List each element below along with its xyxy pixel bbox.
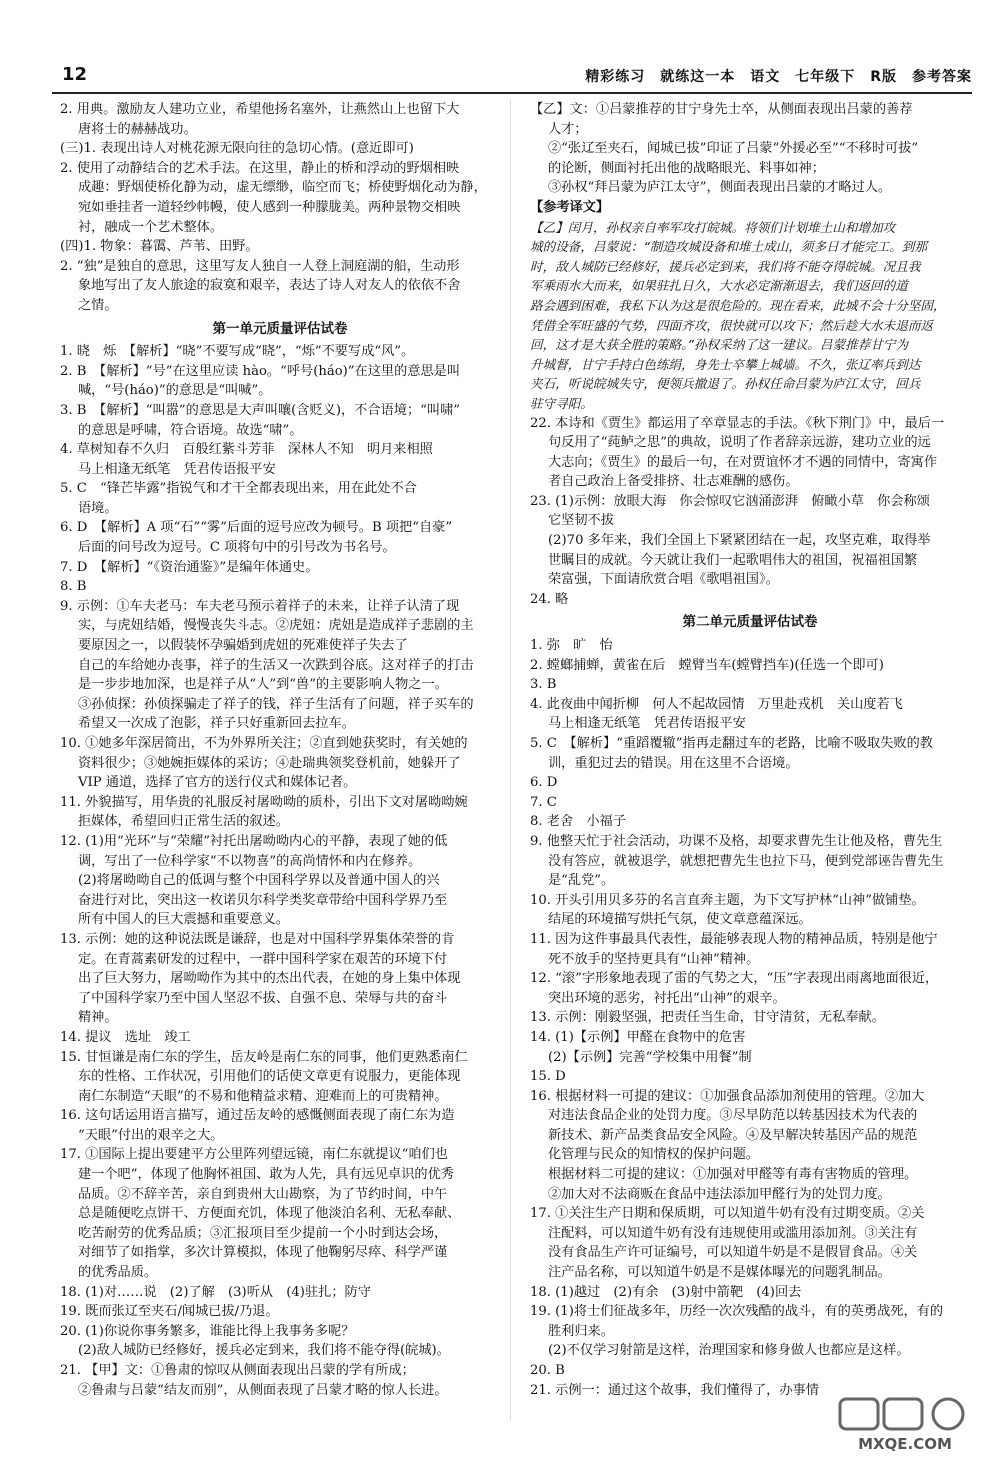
answer-line: (2)70 多年来，我们全国上下紧紧团结在一起，攻坚克难，取得举: [548, 533, 931, 549]
watermark-logo-icon: [830, 1395, 980, 1455]
answer-line: 新技术、新产品类食品安全风险。④及早解决转基因产品的规范: [548, 1127, 918, 1143]
answer-line: 根据材料二可提的建议：①加强对甲醛等有毒有害物质的管理。: [548, 1167, 918, 1183]
section-heading: 第一单元质量评估试卷: [212, 320, 348, 337]
answer-line: 9. 他整天忙于社会活动，功课不及格，却要求曹先生让他及格，曹先生: [530, 833, 943, 849]
answer-line: 了中国科学家乃至中国人坚忍不拔、自强不息、荣辱与共的奋斗: [78, 990, 448, 1006]
answer-line: 调，写出了一位科学家“不以物喜”的高尚情怀和内在修养。: [78, 853, 422, 869]
answer-line: 没有食品生产许可证编号，可以知道牛奶是不是假冒食品。④关: [548, 1245, 918, 1261]
answer-line: 荣富强，下面请欣赏合唱《歌唱祖国》。: [548, 572, 779, 588]
answer-line: 2. 使用了动静结合的艺术手法。在这里，静止的桥和浮动的野烟相映: [60, 160, 460, 176]
answer-line: 19. 既而张辽至夹石/闻城已拔/乃退。: [60, 1304, 279, 1320]
answer-line: 2. B 【解析】“号”在这里应读 hào。“呼号(háo)”在这里的意思是叫: [60, 363, 461, 379]
section-heading: 第二单元质量评估试卷: [682, 614, 818, 631]
answer-line: 喊，“号(háo)”的意思是“叫喊”。: [78, 383, 272, 399]
answer-line: 20. B: [530, 1363, 565, 1378]
answer-line: 17. ①国际上提出要建平方公里阵列望远镜，南仁东就提议“咱们也: [60, 1147, 448, 1163]
answer-line: 化管理与民众的知情权的保护问题。: [548, 1147, 759, 1163]
answer-line: 奋进行对比，突出这一枚诺贝尔科学类奖章带给中国科学界乃至: [78, 892, 448, 908]
answer-line: 16. 根据材料一可提的建议：①加强食品添加剂使用的管理。②加大: [530, 1088, 925, 1104]
answer-line: 唐将士的赫赫战功。: [78, 121, 197, 137]
answer-line: 7. C: [530, 794, 557, 810]
answer-line: 句反用了“莼鲈之思”的典故，说明了作者辞亲远游，建功立业的远: [548, 435, 931, 451]
answer-line: 象地写出了友人旅途的寂寞和艰辛，表达了诗人对友人的依依不舍: [78, 278, 461, 294]
answer-line: 之情。: [78, 297, 118, 313]
answer-line: 死不放手的坚持更具有“山神”精神。: [548, 951, 760, 967]
answer-line: 的论断，侧面衬托出他的战略眼光、料事如神；: [548, 160, 825, 176]
answer-line: 总是随便吃点饼干、方便面充饥，体现了他淡泊名利、无私奉献、: [78, 1206, 461, 1222]
answer-line: 建一个吧”，体现了他胸怀祖国、敢为人先，具有远见卓识的优秀: [78, 1167, 454, 1183]
answer-line: 5. C 【解析】“重蹈覆辙”指再走翻过车的老路，比喻不吸取失败的教: [530, 736, 933, 751]
answer-line: 3. B: [530, 677, 557, 693]
answer-line: 对细节了如指掌，多次计算模拟，体现了他鞠躬尽瘁、科学严谨: [78, 1245, 448, 1261]
answer-line: 10. 开头引用贝多芬的名言直奔主题，为下文写护林“山神”做铺垫。: [530, 892, 925, 908]
answer-line: 资料很少；③她婉拒媒体的采访；④赴瑞典领奖登机前，她躲开了: [78, 755, 461, 771]
answer-line: 6. D 【解析】A 项“石”“雾”后面的逗号应改为顿号。B 项把“自豪”: [60, 520, 453, 536]
answer-line: 要原因之一，以假装怀孕骗婚到虎妞的死难使祥子失去了: [78, 638, 408, 654]
answer-line: 拒媒体，希望回归正常生活的叙述。: [78, 814, 289, 830]
answer-line: 20. (1)你说你事务繁多，谁能比得上我事务多呢？: [60, 1323, 355, 1339]
answer-line: 是一步步地加深，也是祥子从“人”到“兽”的主要影响人物之一。: [78, 677, 448, 693]
answer-line: ②鲁肃与吕蒙“结友而别”，从侧面表现了吕蒙才略的惊人长进。: [78, 1382, 448, 1398]
right-column: [530, 100, 970, 1400]
answer-line: 13. 示例：刚毅坚强，把责任当生命，甘守清贫，无私奉献。: [530, 1010, 885, 1026]
page-number: 12: [62, 64, 88, 85]
translation-line: 【乙】闰月，孙权亲自率军攻打皖城。将领们计划堆土山和增加攻: [530, 219, 896, 235]
answer-line: VIP 通道，选择了官方的送行仪式和媒体记者。: [78, 775, 357, 791]
answer-line: 它坚韧不拔: [548, 513, 614, 529]
translation-line: 驻守寻阳。: [530, 395, 593, 411]
answer-line: (2)【示例】完善“学校集中用餐”制: [548, 1049, 752, 1065]
answer-line: 18. (1)对……说 (2)了解 (3)听从 (4)驻扎；防守: [60, 1284, 371, 1300]
answer-line: ③孙侦探：孙侦探骗走了祥子的钱，祥子生活有了问题，祥子买车的: [78, 696, 474, 712]
answer-line: 成趣：野烟使桥化静为动，虚无缥缈，临空而飞；桥使野烟化动为静，: [78, 180, 487, 196]
answer-line: 定。在青蒿素研发的过程中，一群中国科学家在艰苦的环境下付: [78, 951, 448, 967]
answer-line: 24. 略: [530, 591, 569, 607]
answer-line: 自己的车给她办丧事，祥子的生活又一次跌到谷底。这对祥子的打击: [78, 657, 474, 673]
answer-line: 16. 这句话运用语言描写，通过岳友岭的感慨侧面表现了南仁东为造: [60, 1108, 455, 1124]
answer-line: 1. 晓 烁 【解析】“晓”不要写成“晓”，“烁”不要写成“风”。: [60, 344, 415, 360]
answer-line: 没有答应，就被退学，就想把曹先生也拉下马，便到党部诬告曹先生: [548, 853, 944, 869]
answer-line: 6. D: [530, 775, 558, 791]
answer-line: 出了巨大努力，屠呦呦作为其中的杰出代表，在她的身上集中体现: [78, 971, 461, 987]
left-column: [60, 100, 500, 1400]
answer-line: 21. 示例一：通过这个故事，我们懂得了，办事情: [530, 1382, 819, 1398]
answer-line: (三)1. 表现出诗人对桃花源无限向往的急切心情。(意近即可): [60, 141, 414, 157]
answer-line: 结尾的环境描写烘托气氛，使文章意蕴深远。: [548, 912, 812, 928]
answer-line: ③孙权“拜吕蒙为庐江太守”，侧面表现出吕蒙的才略过人。: [548, 180, 892, 196]
answer-line: 训，重犯过去的错误。用在这里不合语境。: [548, 755, 799, 771]
answer-line: 5. C “锋芒毕露”指锐气和才干全都表现出来，用在此处不合: [60, 481, 417, 497]
answer-line: ②加大对不法商贩在食品中违法添加甲醛行为的处罚力度。: [548, 1186, 891, 1202]
answer-line: 10. ①她多年深居简出，不为外界所关注；②直到她获奖时，有关她的: [60, 736, 468, 751]
translation-line: 军乘雨水大而来，如果驻扎日久，大水必定渐渐退去，我们返回的道: [530, 278, 908, 294]
answer-line: 突出环境的恶劣，衬托出“山神”的艰辛。: [548, 990, 786, 1006]
answer-line: 17. ①关注生产日期和保质期，可以知道牛奶有没有过期变质。②关: [530, 1206, 925, 1222]
answer-line: (2)不仅学习射箭是这样，治理国家和修身做人也都应是这样。: [548, 1343, 910, 1359]
answer-line: 希望又一次成了泡影，祥子只好重新回去拉车。: [78, 716, 355, 732]
answer-line: 8. 老舍 小福子: [530, 814, 626, 830]
translation-line: 路会遇到困难，我私下认为这是很危险的。现在看来，此城不会十分坚固，: [530, 297, 946, 313]
answer-line: 者自己政治上备受排挤、壮志难酬的感伤。: [548, 474, 799, 490]
answer-line: (2)将屠呦呦自己的低调与整个中国科学界以及普通中国人的兴: [78, 873, 440, 889]
answer-line: 12. “滚”字形象地表现了雷的气势之大，“压”字表现出雨离地面很近，: [530, 971, 939, 987]
translation-line: 时，敌人城防已经修好，援兵必定到来，我们将不能夺得皖城。况且我: [530, 258, 921, 274]
answer-line: 13. 示例：她的这种说法既是谦辞，也是对中国科学界集体荣誉的肯: [60, 931, 455, 947]
answer-line: 后面的问号改为逗号。C 项将句中的引号改为书名号。: [78, 540, 396, 556]
answer-line: ②“张辽至夹石，闻城已拔”印证了吕蒙“外援必至”“不移时可拔”: [548, 141, 919, 157]
translation-line: 城的设备，吕蒙说：“制造攻城设备和堆土成山，须多日才能完工。到那: [530, 239, 927, 255]
answer-line: 12. (1)用“光环”与“荣耀”衬托出屠呦呦内心的平静，表现了她的低: [60, 833, 448, 849]
answer-line: 东的性格、工作状况，引用他们的话使文章更有说服力，更能体现: [78, 1069, 461, 1085]
answer-line: 的意思是呼啸，符合语境。故选“啸”。: [78, 422, 303, 438]
answer-line: 8. B: [60, 579, 87, 595]
answer-line: 21. 【甲】文：①鲁肃的惊叹从侧面表现出吕蒙的学有所成；: [60, 1363, 415, 1378]
answer-line: 衬，融成一个艺术整体。: [78, 219, 224, 235]
answer-line: 15. 甘恒谦是南仁东的学生，岳友岭是南仁东的同事，他们更熟悉南仁: [60, 1049, 468, 1065]
answer-line: 所有中国人的巨大震撼和重要意义。: [78, 912, 289, 928]
answer-line: 人才；: [548, 121, 588, 137]
answer-line: (2)敌人城防已经修好，援兵必定到来，我们将不能夺得(皖城)。: [78, 1343, 450, 1359]
answer-line: 15. D: [530, 1069, 566, 1085]
answer-line: 7. D 【解析】“《资治通鉴》”是编年体通史。: [60, 559, 319, 575]
answer-line: 11. 因为这件事最具代表性，最能够表现人物的精神品质，特别是他宁: [530, 931, 938, 947]
watermark-text: MXQE.COM: [858, 1435, 952, 1453]
answer-line: 9. 示例：①车夫老马：车夫老马预示着祥子的未来，让祥子认清了现: [60, 598, 460, 614]
answer-line: (四)1. 物象：暮霭、芦苇、田野。: [60, 239, 259, 255]
answer-line: 是“乱党”。: [548, 873, 615, 889]
answer-line: 23. (1)示例：放眼大海 你会惊叹它汹涌澎湃 俯瞰小草 你会称颂: [530, 493, 930, 509]
answer-line: 胜利归来。: [548, 1323, 614, 1339]
answer-line: 语境。: [78, 500, 118, 516]
translation-line: 升城督，甘宁手持白色练绢，身先士卒攀上城墙。不久，张辽率兵到达: [530, 356, 921, 372]
answer-line: 品质。②不辞辛苦，亲自到贵州大山勘察，为了节约时间，中午: [78, 1186, 448, 1202]
answer-line: 11. 外貌描写，用华贵的礼服反衬屠呦呦的质朴，引出下文对屠呦呦婉: [60, 794, 468, 810]
watermark-logo: [830, 1395, 980, 1455]
answer-line: 世瞩目的成就。今天就让我们一起歌唱伟大的祖国，祝福祖国繁: [548, 552, 918, 568]
answer-line: 4. 此夜曲中闻折柳 何人不起故园情 万里赴戎机 关山度若飞: [530, 696, 903, 712]
running-title: 精彩练习 就练这一本 语文 七年级下 R版 参考答案: [585, 69, 972, 85]
answer-line: 4. 草树知春不久归 百般红紫斗芳菲 深林人不知 明月来相照: [60, 442, 433, 458]
translation-line: 凭借全军旺盛的气势，四面齐攻，很快就可以攻下；然后趁大水未退而返: [530, 317, 933, 333]
answer-line: 2. 螳螂捕蝉，黄雀在后 螳臂当车(螳臂挡车)(任选一个即可): [530, 657, 884, 673]
answer-line: 【乙】文：①吕蒙推荐的甘宁身先士卒，从侧面表现出吕蒙的善荐: [530, 102, 913, 117]
answer-line: 马上相逢无纸笔 凭君传语报平安: [548, 716, 746, 732]
answer-line: 2. “独”是独自的意思，这里写友人独自一人登上洞庭湖的船，生动形: [60, 258, 460, 274]
answer-line: 19. (1)将士们征战多年，历经一次次残酷的战斗，有的英勇战死，有的: [530, 1304, 944, 1320]
column-divider: [510, 100, 511, 1420]
answer-line: 注产品名称，可以知道牛奶是不是媒体曝光的问题乳制品。: [548, 1265, 891, 1281]
translation-line: 夹石，听说皖城失守，便领兵撤退了。孙权任命吕蒙为庐江太守，回兵: [530, 376, 921, 392]
answer-line: 大志向；《贾生》的最后一句，在对贾谊怀才不遇的同情中，寄寓作: [548, 454, 938, 470]
answer-line: 宛如垂挂者一道轻纱帏幔，使人感到一种朦胧美。两种景物交相映: [78, 199, 461, 215]
answer-line: 注配料，可以知道牛奶有没有违规使用或滥用添加剂。③关注有: [548, 1225, 918, 1241]
answer-line: 22. 本诗和《贾生》都运用了卒章显志的手法。《秋下荆门》中，最后一: [530, 415, 945, 431]
answer-line: 【参考译文】: [530, 199, 610, 215]
answer-line: 对违法食品企业的处罚力度。③尽早防范以转基因技术为代表的: [548, 1108, 918, 1124]
answer-line: 18. (1)越过 (2)有余 (3)射中箭靶 (4)回去: [530, 1284, 802, 1300]
answer-line: 14. 提议 选址 竣工: [60, 1029, 191, 1045]
translation-line: 回，这才是大获全胜的策略。”孙权采纳了这一建议。吕蒙推荐甘宁为: [530, 337, 909, 353]
answer-line: 14. (1)【示例】甲醛在食物中的危害: [530, 1029, 746, 1045]
page-header: [52, 60, 972, 94]
answer-line: 3. B 【解析】“叫嚣”的意思是大声叫嚷(含贬义)，不合语境；“叫啸”: [60, 402, 460, 418]
answer-line: “天眼”付出的艰辛之大。: [78, 1127, 224, 1143]
answer-line: 吃苦耐劳的优秀品质；③汇报项目至少提前一个小时到达会场，: [78, 1225, 448, 1241]
answer-line: 马上相逢无纸笔 凭君传语报平安: [78, 461, 276, 477]
answer-line: 精神。: [78, 1010, 118, 1026]
answer-line: 的优秀品质。: [78, 1265, 158, 1281]
answer-line: 2. 用典。激励友人建功立业，希望他扬名塞外，让燕然山上也留下大: [60, 102, 460, 117]
answer-line: 实，与虎妞结婚，慢慢丧失斗志。②虎妞：虎妞是造成祥子悲剧的主: [78, 618, 474, 634]
answer-line: 1. 弥 旷 怡: [530, 638, 613, 654]
answer-line: 南仁东制造“天眼”的不易和他精益求精、迎难而上的可贵精神。: [78, 1088, 448, 1104]
